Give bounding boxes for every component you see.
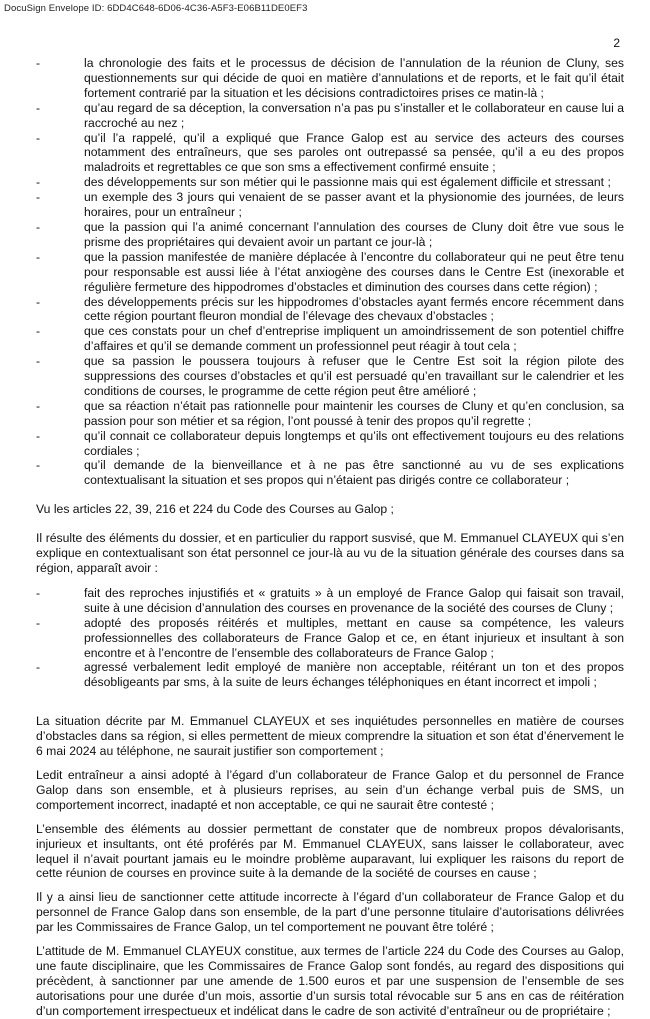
list-item-text: fait des reproches injustifiés et « gratuits » à un employé de France Galop qui faisait son travail, suite à une décision d’annulation des courses en provenance de la société des courses de Cluny ; [84, 585, 624, 615]
list-item: - des développements sur son métier qui le passionne mais qui est également difficile et stressant ; [36, 175, 611, 190]
list-item: - que la passion qui l’a animé concernant l’annulation des courses de Cluny doit être vue sous le prisme des propriétaires qui devaient avoir un partant ce jour-là ; [36, 219, 624, 249]
list-item: - qu’au regard de sa déception, la conversation n’a pas pu s’installer et le collaborateur en cause lui a raccroché au nez ; [36, 100, 624, 130]
list-item: - fait des reproches injustifiés et « gratuits » à un employé de France Galop qui faisait son travail, suite à une décision d’annulation des courses en provenance de la société des courses de Cluny ; [36, 585, 624, 615]
list-item-text: que la passion qui l’a animé concernant l’annulation des courses de Cluny doit être vue sous le prisme des propriétaires qui devaient avoir un partant ce jour-là ; [84, 219, 624, 249]
sanction-paragraph: L’attitude de M. Emmanuel CLAYEUX constitue, aux termes de l’article 224 du Code des Courses au Galop, une faute disciplinaire, que les Commissaires de France Galop sont fondés, au regard des dispositions qui précèdent, à sanctionner par une amende de 1.500 euros et par une suspension de l’ensemble de ses autorisations pour une durée d’un mois, assortie d’un sursis total révocable sur 5 ans en cas de réitération d’un comportement irrespectueux et indélicat dans le cadre de son activité d’entraîneur ou de propriétaire ; [36, 944, 624, 1018]
page-number: 2 [613, 36, 620, 50]
list-item-text: qu’au regard de sa déception, la conversation n’a pas pu s’installer et le collaborateur en cause lui a raccroché au nez ; [84, 100, 624, 130]
list-item: - agressé verbalement ledit employé de manière non acceptable, réitérant un ton et des propos désobligeants par sms, à la suite de leurs échanges téléphoniques en étant incorrect et impoli ; [36, 660, 624, 690]
list-item-text: un exemple des 3 jours qui venaient de se passer avant et la physionomie des journées, de leurs horaires, pour un entraîneur ; [84, 190, 624, 220]
list-item-text: qu’il demande de la bienveillance et à ne pas être sanctionné au vu de ses explications contextualisant la situation et ses propos qui n’étaient pas dirigés contre ce collaborateur ; [84, 458, 624, 488]
evidence-paragraph: L’ensemble des éléments au dossier permettant de constater que de nombreux propos dévalorisants, injurieux et insultants, ont été proférés par M. Emmanuel CLAYEUX, sans laisser le collaborateur, avec lequel il n’avait pourtant jamais eu le moindre problème auparavant, lui expliquer les raisons du report de cette réunion de courses en province suite à la demande de la société de courses en cause ; [36, 821, 624, 881]
list-item-text: qu’il l’a rappelé, qu’il a expliqué que France Galop est au service des acteurs des courses notamment des entraîneurs, que ses paroles ont outrepassé sa pensée, qu’il a eu des propos maladroits et regrettables ce que son sms a effectivement confirmé ensuite ; [84, 130, 624, 175]
list-item: - que sa réaction n’était pas rationnelle pour maintenir les courses de Cluny et qu’en conclusion, sa passion pour son métier et sa région, l’ont poussé à tenir des propos qu’il regrette ; [36, 398, 624, 428]
list-item: - des développements précis sur les hippodromes d’obstacles ayant fermés encore récemment dans cette région pourtant fleuron mondial de l’élevage des chevaux d’obstacles ; [36, 294, 624, 324]
list-item-text: qu’il connait ce collaborateur depuis longtemps et qu’ils ont effectivement toujours eu des relations cordiales ; [84, 428, 624, 458]
list-item-text: des développements sur son métier qui le passionne mais qui est également difficile et stressant ; [84, 175, 611, 190]
list-item-text: que sa passion le poussera toujours à refuser que le Centre Est soit la région pilote des suppressions des courses d’obstacles et qu’il est persuadé qu’en travaillant sur le calendrier et les conditions de courses, le programme de cette région peut être amélioré ; [84, 354, 624, 398]
list-item-text: adopté des proposés réitérés et multiples, mettant en cause sa compétence, les valeurs professionnelles des collaborateurs de France Galop et ce, en étant injurieux et insultant à son encontre et à l’encontre de l’ensemble des collaborateurs de France Galop ; [84, 615, 624, 660]
list-item-text: que ces constats pour un chef d’entreprise impliquent un amoindrissement de son potentiel chiffre d’affaires et qu’il se demande comment un professionnel peut réagir à tout cela ; [84, 324, 624, 354]
list-item-text: que la passion manifestée de manière déplacée à l’encontre du collaborateur qui ne peut être tenu pour responsable est aussi liée à l’état anxiogène des courses dans le Centre Est (inexorable et régulière fermeture des hippodromes d’obstacles et diminution des courses dans cette région) ; [84, 249, 624, 294]
list-item: - adopté des proposés réitérés et multiples, mettant en cause sa compétence, les valeurs professionnelles des collaborateurs de France Galop et ce, en étant injurieux et insultant à son encontre et à l’encontre de l’ensemble des collaborateurs de France Galop ; [36, 615, 624, 660]
articles-paragraph: Vu les articles 22, 39, 216 et 224 du Code des Courses au Galop ; [36, 502, 394, 517]
findings-list [36, 586, 624, 690]
behaviour-paragraph: Ledit entraîneur a ainsi adopté à l’égard d’un collaborateur de France Galop et du personnel de France Galop dans son ensemble, et à plusieurs reprises, au sein d’un échange verbal puis de SMS, un comportement incorrect, inadapté et non acceptable, ce qui ne saurait être contesté ; [36, 767, 624, 812]
explanations-list [36, 56, 624, 488]
list-item: - que la passion manifestée de manière déplacée à l’encontre du collaborateur qui ne peut être tenu pour responsable est aussi liée à l’état anxiogène des courses dans le Centre Est (inexorable et régulière fermeture des hippodromes d’obstacles et diminution des courses dans cette région) ; [36, 249, 624, 294]
list-item: - que sa passion le poussera toujours à refuser que le Centre Est soit la région pilote des suppressions des courses d’obstacles et qu’il est persuadé qu’en travaillant sur le calendrier et les conditions de courses, le programme de cette région peut être amélioré ; [36, 354, 624, 398]
docusign-envelope-id: DocuSign Envelope ID: 6DD4C648-6D06-4C36-A5F3-E06B11DE0EF3 [4, 3, 308, 14]
situation-paragraph: La situation décrite par M. Emmanuel CLAYEUX et ses inquiétudes personnelles en matière de courses d’obstacles dans sa région, si elles permettent de mieux comprendre la situation et son état d’énervement le 6 mai 2024 au téléphone, ne saurait justifier son comportement ; [36, 714, 624, 759]
list-item-text: la chronologie des faits et le processus de décision de l’annulation de la réunion de Cluny, ses questionnements sur qui décide de quoi en matière d’annulations et de reports, et le fait qu’il était fortement contrarié par la situation et les décisions contradictoires prises ce matin-là ; [84, 56, 624, 100]
list-item-text: des développements précis sur les hippodromes d’obstacles ayant fermés encore récemment dans cette région pourtant fleuron mondial de l’élevage des chevaux d’obstacles ; [84, 294, 624, 324]
list-item-text: que sa réaction n’était pas rationnelle pour maintenir les courses de Cluny et qu’en conclusion, sa passion pour son métier et sa région, l’ont poussé à tenir des propos qu’il regrette ; [84, 398, 624, 428]
list-item: - qu’il l’a rappelé, qu’il a expliqué que France Galop est au service des acteurs des courses notamment des entraîneurs, que ses paroles ont outrepassé sa pensée, qu’il a eu des propos maladroits et regrettables ce que son sms a effectivement confirmé ensuite ; [36, 130, 624, 175]
list-item: - qu’il demande de la bienveillance et à ne pas être sanctionné au vu de ses explications contextualisant la situation et ses propos qui n’étaient pas dirigés contre ce collaborateur ; [36, 458, 624, 488]
list-item: - qu’il connait ce collaborateur depuis longtemps et qu’ils ont effectivement toujours eu des relations cordiales ; [36, 428, 624, 458]
list-item: - la chronologie des faits et le processus de décision de l’annulation de la réunion de Cluny, ses questionnements sur qui décide de quoi en matière d’annulations et de reports, et le fait qu’il était fortement contrarié par la situation et les décisions contradictoires prises ce matin-là ; [36, 56, 624, 100]
list-item: - que ces constats pour un chef d’entreprise impliquent un amoindrissement de son potentiel chiffre d’affaires et qu’il se demande comment un professionnel peut réagir à tout cela ; [36, 324, 624, 354]
result-paragraph: Il résulte des éléments du dossier, et en particulier du rapport susvisé, que M. Emmanuel CLAYEUX qui s’en explique en contextualisant son état personnel ce jour-là au vu de la situation générale des courses dans sa région, apparaît avoir : [36, 531, 624, 575]
list-item: - un exemple des 3 jours qui venaient de se passer avant et la physionomie des journées, de leurs horaires, pour un entraîneur ; [36, 190, 624, 220]
list-item-text: agressé verbalement ledit employé de manière non acceptable, réitérant un ton et des propos désobligeants par sms, à la suite de leurs échanges téléphoniques en étant incorrect et impoli ; [84, 660, 624, 690]
document-body [36, 56, 624, 1019]
sanction-grounds-paragraph: Il y a ainsi lieu de sanctionner cette attitude incorrecte à l’égard d’un collaborateur de France Galop et du personnel de France Galop dans son ensemble, de la part d’une personne titulaire d’autorisations délivrées par les Commissaires de France Galop, un tel comportement ne pouvant être toléré ; [36, 890, 624, 935]
